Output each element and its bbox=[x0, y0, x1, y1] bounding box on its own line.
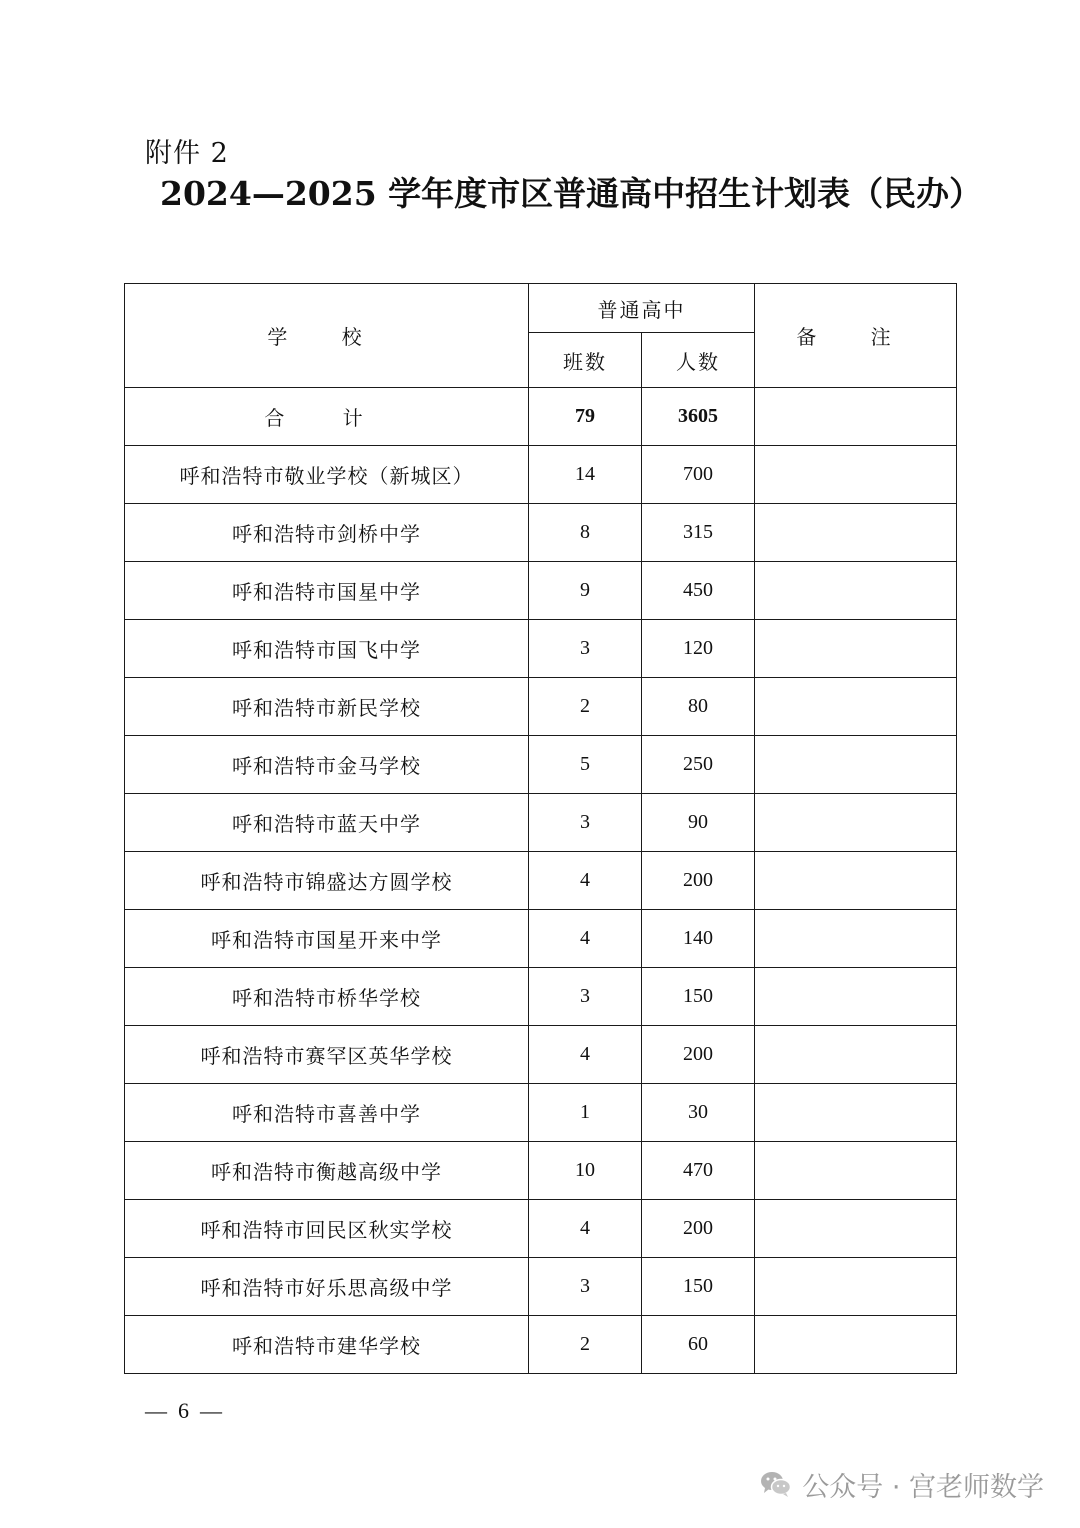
students-cell: 315 bbox=[642, 504, 755, 562]
school-cell: 呼和浩特市国星中学 bbox=[125, 562, 529, 620]
school-cell: 呼和浩特市敬业学校（新城区） bbox=[125, 446, 529, 504]
notes-cell bbox=[755, 852, 957, 910]
students-cell: 250 bbox=[642, 736, 755, 794]
table-row bbox=[125, 562, 957, 620]
students-cell: 470 bbox=[642, 1142, 755, 1200]
students-cell: 450 bbox=[642, 562, 755, 620]
students-cell: 200 bbox=[642, 1026, 755, 1084]
students-cell: 200 bbox=[642, 1200, 755, 1258]
school-cell: 呼和浩特市剑桥中学 bbox=[125, 504, 529, 562]
table-row bbox=[125, 794, 957, 852]
classes-cell: 3 bbox=[529, 1258, 642, 1316]
school-cell: 呼和浩特市国飞中学 bbox=[125, 620, 529, 678]
watermark bbox=[760, 1462, 1044, 1506]
watermark-text: 公众号 · 宫老师数学 bbox=[802, 1471, 1044, 1503]
notes-cell bbox=[755, 446, 957, 504]
students-cell: 200 bbox=[642, 852, 755, 910]
school-cell: 呼和浩特市好乐思高级中学 bbox=[125, 1258, 529, 1316]
total-notes bbox=[755, 388, 957, 446]
classes-cell: 3 bbox=[529, 620, 642, 678]
notes-cell bbox=[755, 678, 957, 736]
table-row bbox=[125, 910, 957, 968]
students-cell: 140 bbox=[642, 910, 755, 968]
header-row-top bbox=[125, 284, 957, 333]
school-cell: 呼和浩特市回民区秋实学校 bbox=[125, 1200, 529, 1258]
students-cell: 120 bbox=[642, 620, 755, 678]
table-row bbox=[125, 446, 957, 504]
notes-cell bbox=[755, 1084, 957, 1142]
notes-cell bbox=[755, 1200, 957, 1258]
classes-cell: 8 bbox=[529, 504, 642, 562]
classes-cell: 4 bbox=[529, 1200, 642, 1258]
classes-cell: 5 bbox=[529, 736, 642, 794]
classes-cell: 10 bbox=[529, 1142, 642, 1200]
wechat-icon bbox=[760, 1470, 792, 1498]
students-cell: 700 bbox=[642, 446, 755, 504]
classes-cell: 1 bbox=[529, 1084, 642, 1142]
table-row bbox=[125, 1026, 957, 1084]
header-notes: 备 注 bbox=[755, 284, 957, 388]
table-row bbox=[125, 620, 957, 678]
header-classes: 班数 bbox=[529, 333, 642, 388]
header-students: 人数 bbox=[642, 333, 755, 388]
header-school: 学 校 bbox=[125, 284, 529, 388]
school-cell: 呼和浩特市赛罕区英华学校 bbox=[125, 1026, 529, 1084]
table-row bbox=[125, 678, 957, 736]
table-row bbox=[125, 736, 957, 794]
table-body bbox=[125, 284, 957, 1374]
notes-cell bbox=[755, 968, 957, 1026]
table-row bbox=[125, 1316, 957, 1374]
table-row bbox=[125, 1084, 957, 1142]
school-cell: 呼和浩特市金马学校 bbox=[125, 736, 529, 794]
classes-cell: 4 bbox=[529, 910, 642, 968]
classes-cell: 3 bbox=[529, 794, 642, 852]
notes-cell bbox=[755, 504, 957, 562]
enrollment-plan-table bbox=[124, 283, 957, 1374]
school-cell: 呼和浩特市蓝天中学 bbox=[125, 794, 529, 852]
students-cell: 80 bbox=[642, 678, 755, 736]
classes-cell: 14 bbox=[529, 446, 642, 504]
attachment-label: 附件 2 bbox=[145, 138, 229, 169]
notes-cell bbox=[755, 1258, 957, 1316]
page-number: — 6 — bbox=[145, 1398, 222, 1423]
total-row bbox=[125, 388, 957, 446]
school-cell: 呼和浩特市衡越高级中学 bbox=[125, 1142, 529, 1200]
notes-cell bbox=[755, 794, 957, 852]
school-cell: 呼和浩特市建华学校 bbox=[125, 1316, 529, 1374]
total-students: 3605 bbox=[642, 388, 755, 446]
total-label: 合 计 bbox=[125, 388, 529, 446]
students-cell: 30 bbox=[642, 1084, 755, 1142]
classes-cell: 2 bbox=[529, 678, 642, 736]
notes-cell bbox=[755, 562, 957, 620]
classes-cell: 2 bbox=[529, 1316, 642, 1374]
classes-cell: 4 bbox=[529, 1026, 642, 1084]
table-row bbox=[125, 504, 957, 562]
classes-cell: 3 bbox=[529, 968, 642, 1026]
students-cell: 150 bbox=[642, 968, 755, 1026]
students-cell: 60 bbox=[642, 1316, 755, 1374]
document-title: 2024—2025 学年度市区普通高中招生计划表（民办） bbox=[160, 174, 983, 213]
table-row bbox=[125, 1258, 957, 1316]
notes-cell bbox=[755, 910, 957, 968]
students-cell: 90 bbox=[642, 794, 755, 852]
classes-cell: 4 bbox=[529, 852, 642, 910]
notes-cell bbox=[755, 1026, 957, 1084]
table-row bbox=[125, 1142, 957, 1200]
classes-cell: 9 bbox=[529, 562, 642, 620]
total-classes: 79 bbox=[529, 388, 642, 446]
school-cell: 呼和浩特市新民学校 bbox=[125, 678, 529, 736]
notes-cell bbox=[755, 620, 957, 678]
school-cell: 呼和浩特市喜善中学 bbox=[125, 1084, 529, 1142]
notes-cell bbox=[755, 736, 957, 794]
school-cell: 呼和浩特市锦盛达方圆学校 bbox=[125, 852, 529, 910]
table-row bbox=[125, 968, 957, 1026]
header-general-high-school: 普通高中 bbox=[529, 284, 755, 333]
notes-cell bbox=[755, 1142, 957, 1200]
table-row bbox=[125, 1200, 957, 1258]
table-row bbox=[125, 852, 957, 910]
students-cell: 150 bbox=[642, 1258, 755, 1316]
notes-cell bbox=[755, 1316, 957, 1374]
school-cell: 呼和浩特市桥华学校 bbox=[125, 968, 529, 1026]
school-cell: 呼和浩特市国星开来中学 bbox=[125, 910, 529, 968]
